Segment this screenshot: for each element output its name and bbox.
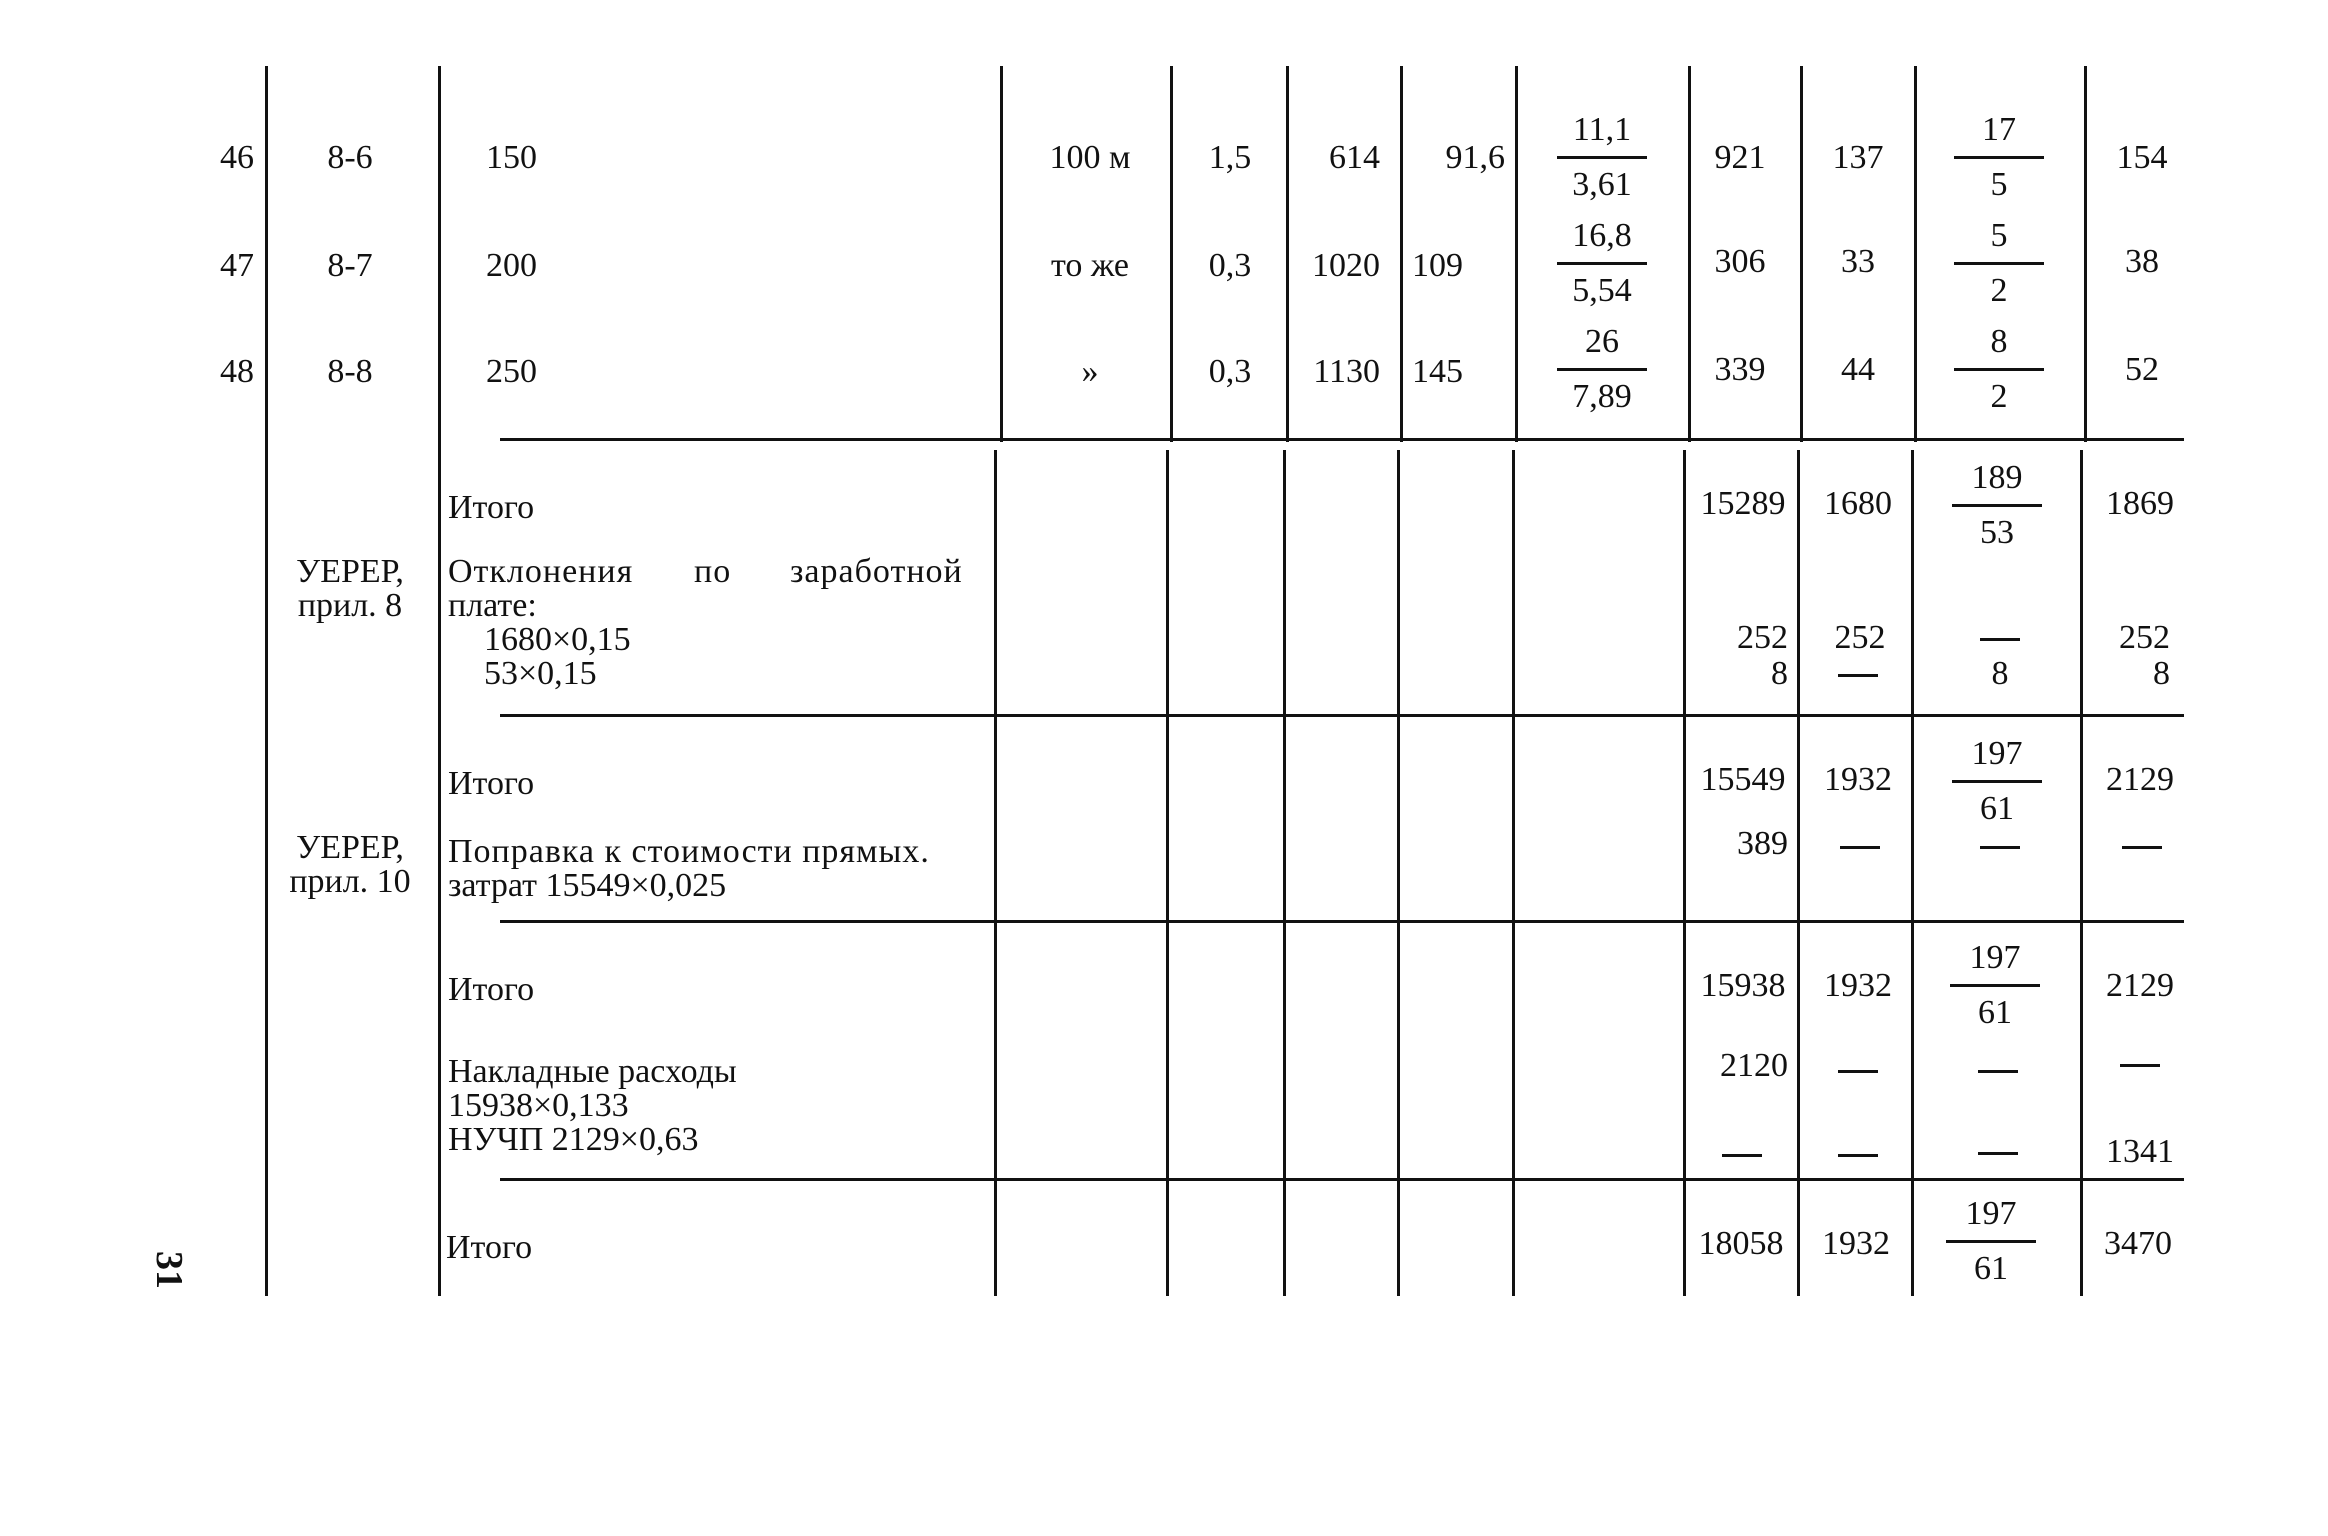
rule-h-2: [500, 714, 2184, 717]
fraction-bar: [1954, 156, 2044, 159]
rule-v-t2-b: [1911, 450, 1914, 1296]
fraction-bottom: 61: [1978, 994, 2012, 1031]
total-2: 1932: [1822, 1225, 1890, 1262]
total-4: 2129: [2106, 761, 2174, 798]
dash: [1838, 1070, 1878, 1073]
fraction-top: 8: [1990, 323, 2008, 360]
row-unit: 100 м: [1049, 139, 1131, 176]
reference-line-1: УЕРЕР,: [296, 829, 404, 866]
rule-v-name: [1000, 66, 1003, 442]
row-num: 47: [220, 247, 254, 284]
row-total-4: 52: [2125, 351, 2159, 388]
reference-line-2: прил. 8: [297, 587, 403, 624]
deviation-total-2: 252: [1834, 619, 1886, 656]
total-1: 18058: [1698, 1225, 1784, 1262]
rule-v-t3-b: [2080, 450, 2083, 1296]
row-fraction: [1547, 218, 1657, 309]
dash: [1838, 674, 1878, 677]
itogo-label: Итого: [446, 1229, 533, 1266]
total-fraction: [1936, 1196, 2046, 1287]
rule-v-t1-b: [1797, 450, 1800, 1296]
rule-v-c1-b: [1397, 450, 1400, 1296]
row-c1: 1130: [1313, 353, 1380, 390]
row-code: 8-7: [327, 247, 373, 284]
row-unit: »: [1081, 353, 1099, 390]
deviation2-fraction: 8: [1991, 655, 2009, 692]
row-total-1: 306: [1714, 243, 1766, 280]
row-total-2: 33: [1841, 243, 1875, 280]
fraction-top: 16,8: [1572, 217, 1632, 254]
fraction-top: 17: [1982, 111, 2016, 148]
rule-h-3: [500, 920, 2184, 923]
fraction-bottom: 7,89: [1572, 378, 1632, 415]
rule-v-c1: [1400, 66, 1403, 442]
deviation-total-4: 252: [2119, 619, 2170, 656]
row-c1: 1020: [1312, 247, 1380, 284]
deviation2-total-1: 8: [1771, 655, 1788, 692]
fraction-bottom: 3,61: [1572, 166, 1632, 203]
fraction-bottom: 5,54: [1572, 272, 1632, 309]
deviation2-total-4: 8: [2153, 655, 2170, 692]
total-fraction: [1940, 940, 2050, 1031]
fraction-top: 26: [1585, 323, 1619, 360]
dash: [2122, 846, 2162, 849]
description-word: Отклонения: [448, 553, 634, 590]
total-1: 15549: [1700, 761, 1786, 798]
rule-v-num: [265, 66, 268, 1296]
fraction-bottom: 2: [1990, 272, 2008, 309]
total-fraction: [1942, 460, 2052, 551]
description-line-2: затрат 15549×0,025: [448, 867, 727, 904]
row-c2: 109: [1412, 247, 1463, 284]
row-fraction-2: [1944, 112, 2054, 203]
row-qty: 1,5: [1208, 139, 1252, 176]
fraction-bottom: 61: [1980, 790, 2014, 827]
total-4: 2129: [2106, 967, 2174, 1004]
total-4: 3470: [2104, 1225, 2172, 1262]
row-name: 200: [486, 247, 537, 284]
dash: [1838, 1154, 1878, 1157]
dash: [2120, 1064, 2160, 1067]
rule-v-name-b: [994, 450, 997, 1296]
row-fraction: [1547, 324, 1657, 415]
nuchp-total-4: 1341: [2106, 1133, 2174, 1170]
reference-line-2: прил. 10: [289, 863, 411, 900]
description-line-3: НУЧП 2129×0,63: [448, 1121, 699, 1158]
row-total-2: 44: [1841, 351, 1875, 388]
total-2: 1680: [1824, 485, 1892, 522]
description-word: по: [694, 553, 732, 590]
fraction-bar: [1557, 262, 1647, 265]
row-code: 8-8: [327, 353, 373, 390]
fraction-bottom: 61: [1974, 1250, 2008, 1287]
description-line-2: 15938×0,133: [448, 1087, 629, 1124]
fraction-bar: [1954, 262, 2044, 265]
description-line-1: Накладные расходы: [448, 1053, 737, 1090]
fraction-bar: [1954, 368, 2044, 371]
fraction-top: 5: [1990, 217, 2008, 254]
fraction-bar: [1950, 984, 2040, 987]
fraction-bar: [1557, 368, 1647, 371]
row-total-1: 921: [1714, 139, 1766, 176]
fraction-bar: [1557, 156, 1647, 159]
dash: [1840, 846, 1880, 849]
rule-v-t2: [1914, 66, 1917, 442]
rule-v-c2-b: [1512, 450, 1515, 1296]
fraction-bottom: 2: [1990, 378, 2008, 415]
row-total-2: 137: [1832, 139, 1884, 176]
fraction-top: 197: [1971, 735, 2023, 772]
reference-line-1: УЕРЕР,: [296, 553, 404, 590]
rule-v-unit-b: [1166, 450, 1169, 1296]
itogo-label: Итого: [448, 765, 535, 802]
row-unit: то же: [1050, 247, 1130, 284]
rule-v-c2: [1515, 66, 1518, 442]
fraction-bar: [1952, 780, 2042, 783]
fraction-top: 11,1: [1572, 111, 1632, 148]
row-qty: 0,3: [1208, 353, 1252, 390]
rule-h-4: [500, 1178, 2184, 1181]
dash: [1980, 846, 2020, 849]
fraction-bar: [1946, 1240, 2036, 1243]
fraction-top: 189: [1971, 459, 2023, 496]
rule-v-unit: [1170, 66, 1173, 442]
row-fraction: [1547, 112, 1657, 203]
description-word: заработной: [790, 553, 963, 590]
fraction-top: 197: [1969, 939, 2021, 976]
description-line-2: плате:: [448, 587, 537, 624]
row-fraction-2: [1944, 218, 2054, 309]
row-num: 48: [220, 353, 254, 390]
total-1: 15938: [1700, 967, 1786, 1004]
row-total-1: 339: [1714, 351, 1766, 388]
itogo-label: Итого: [448, 489, 535, 526]
total-4: 1869: [2106, 485, 2174, 522]
row-total-4: 154: [2116, 139, 2168, 176]
fraction-top: 197: [1965, 1195, 2017, 1232]
rule-v-qty: [1286, 66, 1289, 442]
row-c2: 145: [1412, 353, 1463, 390]
deviation-total-1: 252: [1737, 619, 1788, 656]
total-2: 1932: [1824, 761, 1892, 798]
rule-v-t1: [1800, 66, 1803, 442]
overhead-total-1: 2120: [1720, 1047, 1788, 1084]
rule-v-code: [438, 66, 441, 1296]
row-c1: 614: [1329, 139, 1380, 176]
total-2: 1932: [1824, 967, 1892, 1004]
row-num: 46: [220, 139, 254, 176]
rule-v-qty-b: [1283, 450, 1286, 1296]
rule-v-frac-b: [1683, 450, 1686, 1296]
row-qty: 0,3: [1208, 247, 1252, 284]
description-line-1: Поправка к стоимости прямых.: [448, 833, 930, 870]
row-name: 150: [486, 139, 537, 176]
fraction-bottom: 5: [1990, 166, 2008, 203]
calculation-line: 1680×0,15: [484, 621, 631, 658]
dash: [1980, 638, 2020, 641]
correction-total-1: 389: [1737, 825, 1788, 862]
row-c2: 91,6: [1445, 139, 1505, 176]
rule-h-1: [500, 438, 2184, 441]
calculation-line: 53×0,15: [484, 655, 597, 692]
dash: [1978, 1070, 2018, 1073]
total-fraction: [1942, 736, 2052, 827]
dash: [1722, 1154, 1762, 1157]
rule-v-t3: [2084, 66, 2087, 442]
fraction-bar: [1952, 504, 2042, 507]
itogo-label: Итого: [448, 971, 535, 1008]
row-name: 250: [486, 353, 537, 390]
total-1: 15289: [1700, 485, 1786, 522]
row-total-4: 38: [2125, 243, 2159, 280]
row-fraction-2: [1944, 324, 2054, 415]
page-number: 31: [148, 1251, 190, 1289]
row-code: 8-6: [327, 139, 373, 176]
dash: [1978, 1152, 2018, 1155]
fraction-bottom: 53: [1980, 514, 2014, 551]
